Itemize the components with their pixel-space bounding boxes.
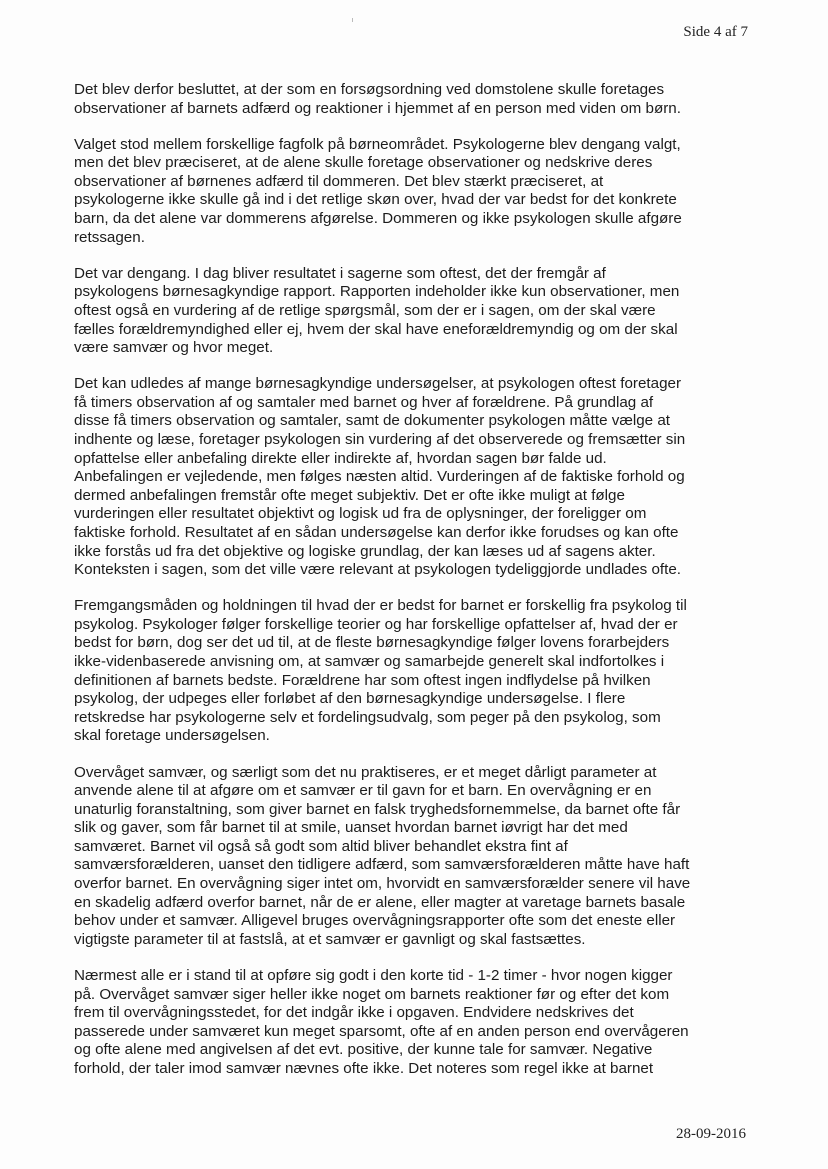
paragraph: Overvåget samvær, og særligt som det nu praktiseres, er et meget dårligt parameter at anvende alene til at afgøre om et samvær er til gavn for et barn. En overvågning er en unaturlig foranstaltning, som giver barnet en falsk tryghedsfornemmelse, da barnet ofte får slik og gaver, som får barnet til at smile, uanset hvordan barnet iøvrigt har det med samværet. Barnet vil også så godt som altid bliver behandlet ekstra fint af samværsforælderen, uanset den tidligere adfærd, som samværsforælderen måtte have haft overfor barnet. En overvågning siger intet om, hvorvidt en samværsforælder senere vil have en skadelig adfærd overfor barnet, når de er alene, eller magter at varetage barnets basale behov under et samvær. Alligevel bruges overvågningsrapporter ofte som det eneste eller vigtigste parameter til at fastslå, at et samvær er gavnligt og skal fastsættes. [74,763,691,948]
paragraph: Det var dengang. I dag bliver resultatet i sagerne som oftest, det der fremgår af psykologens børnesagkyndige rapport. Rapporten indeholder ikke kun observationer, men oftest også en vurdering af de retlige spørgsmål, som der er i sagen, om der skal være fælles forældremyndighed eller ej, hvem der skal have eneforældremyndig og om der skal være samvær og hvor meget. [74,264,680,357]
scan-mark [352,18,353,22]
document-body [74,81,760,1096]
paragraph: Fremgangsmåden og holdningen til hvad der er bedst for barnet er forskellig fra psykolog til psykolog. Psykologer følger forskellige teorier og har forskellige opfattelser af, hvad der er bedst for børn, dog ser det ud til, at de fleste børnesagkyndige følger lovens forarbejders ikke-videnbaserede anvisning om, at samvær og samarbejde generelt skal indfortolkes i definitionen af barnets bedste. Forældrene har som oftest ingen indflydelse på hvilken psykolog, der udpeges eller forløbet af den børnesagkyndige undersøgelse. I flere retskredse har psykologerne selv et fordelingsudvalg, som peger på den psykolog, som skal foretage undersøgelsen. [74,597,687,745]
paragraph: Nærmest alle er i stand til at opføre sig godt i den korte tid - 1-2 timer - hvor nogen kigger på. Overvåget samvær siger heller ikke noget om barnets reaktioner før og efter det kom frem til overvågningsstedet, for det indgår ikke i opgaven. Endvidere nedskrives det passerede under samværet kun meget sparsomt, ofte af en anden person end overvågeren og ofte alene med angivelsen af det evt. positive, der kunne tale for samvær. Negative forhold, der taler imod samvær nævnes ofte ikke. Det noteres som regel ikke at barnet [74,966,689,1077]
footer-date: 28-09-2016 [676,1126,746,1142]
paragraph: Det kan udledes af mange børnesagkyndige undersøgelser, at psykologen oftest foretager få timers observation af og samtaler med barnet og hver af forældrene. På grundlag af disse få timers observation og samtaler, samt de dokumenter psykologen måtte vælge at indhente og læse, foretager psykologen sin vurdering af det observerede og fremsætter sin opfattelse eller anbefaling direkte eller indirekte af, hvordan sagen bør falde ud. Anbefalingen er vejledende, men følges næsten altid. Vurderingen af de faktiske forhold og dermed anbefalingen fremstår ofte meget subjektiv. Det er ofte ikke muligt at følge vurderingen eller resultatet objektivt og logisk ud fra de oplysninger, der foreligger om faktiske forhold. Resultatet af en sådan undersøgelse kan derfor ikke forudses og kan ofte ikke forstås ud fra det objektive og logiske grundlag, der kan læses ud af sagens akter. Konteksten i sagen, som det ville være relevant at psykologen tydeliggjorde undlades ofte. [74,375,686,579]
paragraph: Det blev derfor besluttet, at der som en forsøgsordning ved domstolene skulle foretages observationer af barnets adfærd og reaktioner i hjemmet af en person med viden om børn. [74,81,681,117]
paragraph: Valget stod mellem forskellige fagfolk på børneområdet. Psykologerne blev dengang valgt, men det blev præciseret, at de alene skulle foretage observationer og nedskrive deres observationer af børnenes adfærd til dommeren. Det blev stærkt præciseret, at psykologerne ikke skulle gå ind i det retlige skøn over, hvad der var bedst for det konkrete barn, da det alene var dommerens afgørelse. Dommeren og ikke psykologen skulle afgøre retssagen. [74,135,682,246]
page-number: Side 4 af 7 [683,24,748,40]
